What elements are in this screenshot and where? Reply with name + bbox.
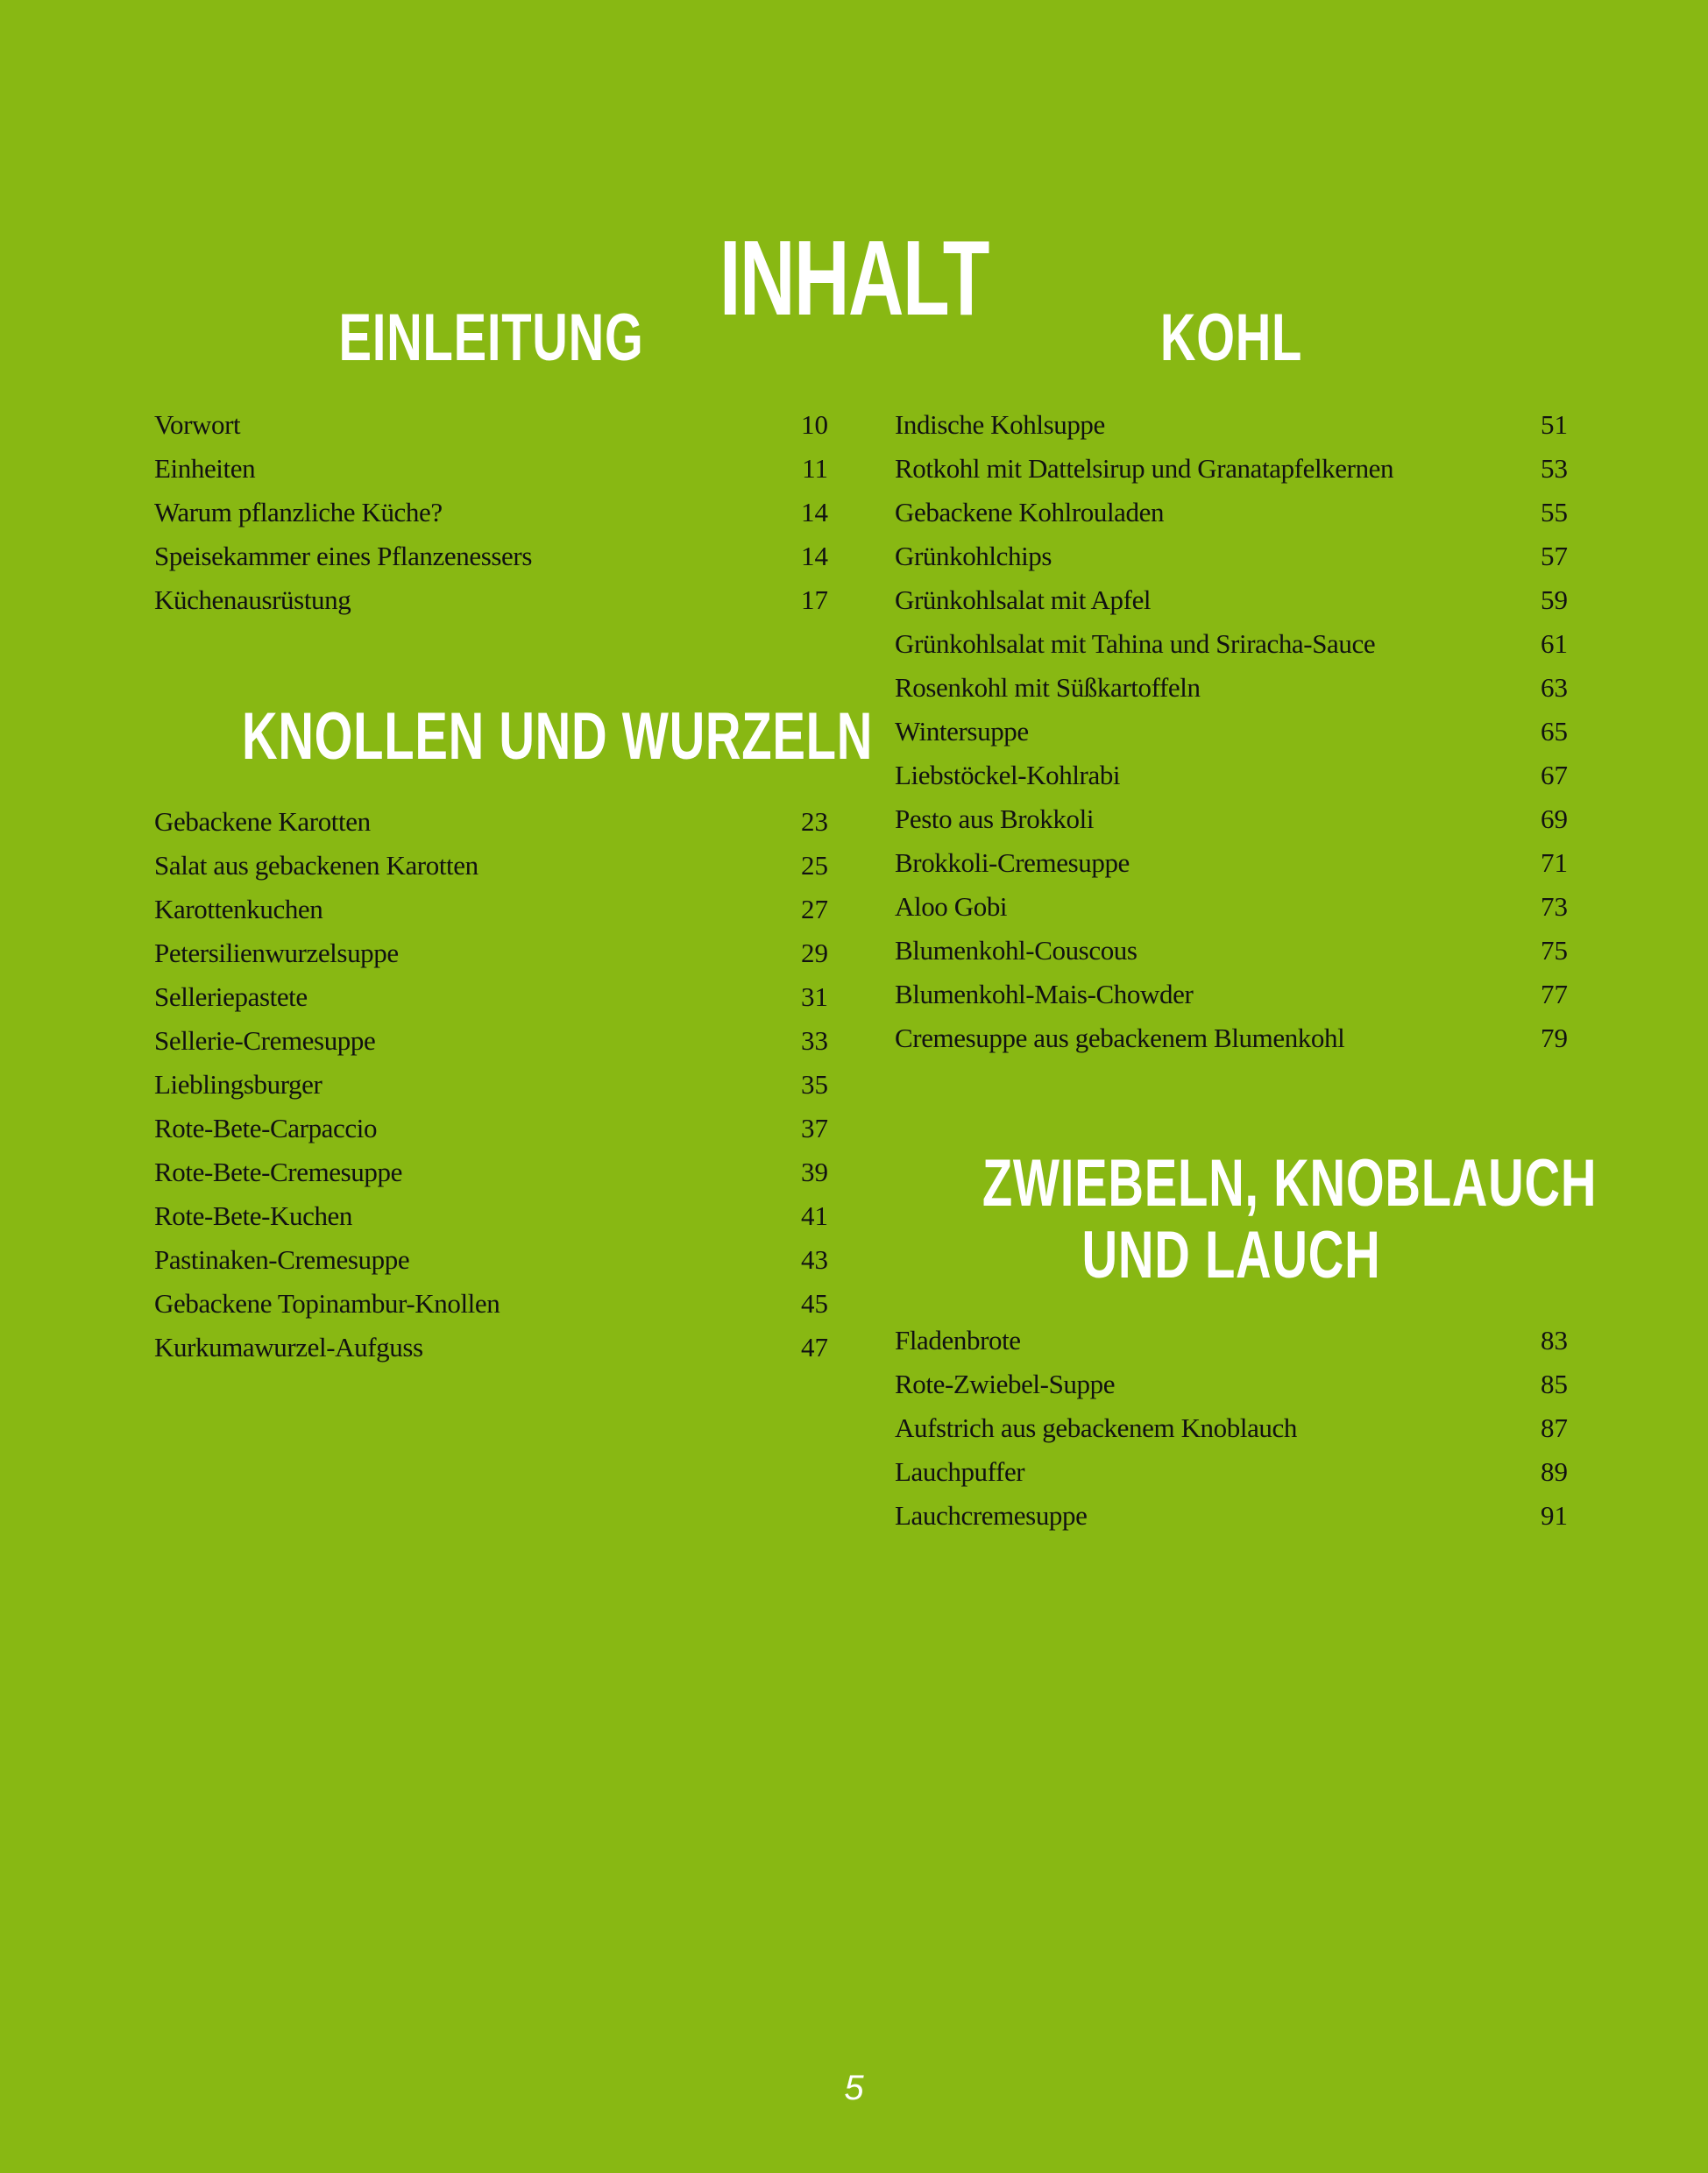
toc-entry[interactable] xyxy=(895,534,1568,578)
toc-entry[interactable] xyxy=(154,888,828,931)
toc-entry[interactable] xyxy=(154,800,828,844)
toc-entry[interactable] xyxy=(895,578,1568,622)
toc-entry[interactable] xyxy=(895,622,1568,666)
entry-title: Lauchpuffer xyxy=(895,1456,1025,1487)
toc-entry[interactable] xyxy=(895,491,1568,534)
toc-entry[interactable] xyxy=(895,1319,1568,1363)
entry-title: Gebackene Topinambur-Knollen xyxy=(154,1288,500,1319)
entry-page-number: 14 xyxy=(801,541,828,571)
toc-list xyxy=(154,800,828,1370)
entry-page-number: 35 xyxy=(801,1069,828,1100)
entry-page-number: 23 xyxy=(801,806,828,837)
entry-page-number: 67 xyxy=(1541,760,1568,790)
toc-list xyxy=(154,403,828,622)
entry-title: Speisekammer eines Pflanzenessers xyxy=(154,541,532,571)
entry-title: Pastinaken-Cremesuppe xyxy=(154,1244,410,1275)
toc-entry[interactable] xyxy=(154,1063,828,1107)
section-knollen-und-wurzeln xyxy=(154,699,874,1370)
entry-page-number: 53 xyxy=(1541,453,1568,484)
entry-page-number: 77 xyxy=(1541,979,1568,1009)
toc-entry[interactable] xyxy=(895,1406,1568,1450)
section-heading: KNOLLEN UND WURZELN xyxy=(241,699,874,774)
entry-title: Rote-Bete-Carpaccio xyxy=(154,1113,378,1143)
section-heading xyxy=(982,1146,1598,1292)
toc-list xyxy=(895,1319,1568,1538)
entry-title: Blumenkohl-Mais-Chowder xyxy=(895,979,1194,1009)
entry-page-number: 43 xyxy=(801,1244,828,1275)
page-title: INHALT xyxy=(719,217,989,337)
section-heading: KOHL xyxy=(1159,301,1303,375)
entry-title: Blumenkohl-Couscous xyxy=(895,935,1137,966)
section-heading: EINLEITUNG xyxy=(338,301,644,375)
entry-title: Grünkohlsalat mit Tahina und Sriracha-Sauce xyxy=(895,628,1376,659)
page-number: 5 xyxy=(844,2069,864,2107)
toc-entry[interactable] xyxy=(154,844,828,888)
entry-page-number: 79 xyxy=(1541,1023,1568,1053)
toc-entry[interactable] xyxy=(895,885,1568,929)
entry-title: Aufstrich aus gebackenem Knoblauch xyxy=(895,1412,1297,1443)
entry-page-number: 91 xyxy=(1541,1500,1568,1531)
entry-page-number: 41 xyxy=(801,1200,828,1231)
toc-entry[interactable] xyxy=(895,1450,1568,1494)
entry-page-number: 17 xyxy=(801,584,828,615)
toc-entry[interactable] xyxy=(895,1016,1568,1060)
entry-title: Küchenausrüstung xyxy=(154,584,351,615)
section-einleitung xyxy=(154,302,828,622)
entry-title: Rotkohl mit Dattelsirup und Granatapfelkernen xyxy=(895,453,1394,484)
toc-entry[interactable] xyxy=(154,403,828,447)
entry-title: Grünkohlchips xyxy=(895,541,1052,571)
toc-entry[interactable] xyxy=(154,1019,828,1063)
entry-title: Rote-Zwiebel-Suppe xyxy=(895,1369,1116,1399)
entry-page-number: 37 xyxy=(801,1113,828,1143)
entry-title: Rote-Bete-Cremesuppe xyxy=(154,1157,402,1187)
section-heading-line-1: ZWIEBELN, KNOBLAUCH xyxy=(982,1146,1598,1221)
entry-page-number: 51 xyxy=(1541,409,1568,440)
toc-entry[interactable] xyxy=(154,534,828,578)
section-kohl xyxy=(895,302,1568,1060)
entry-page-number: 83 xyxy=(1541,1325,1568,1355)
entry-title: Liebstöckel-Kohlrabi xyxy=(895,760,1121,790)
section-zwiebeln-knoblauch-und-lauch xyxy=(895,1146,1598,1538)
toc-entry[interactable] xyxy=(154,1150,828,1194)
entry-title: Aloo Gobi xyxy=(895,891,1008,922)
entry-title: Sellerie-Cremesuppe xyxy=(154,1025,376,1056)
entry-title: Selleriepastete xyxy=(154,981,308,1012)
entry-page-number: 45 xyxy=(801,1288,828,1319)
entry-page-number: 25 xyxy=(801,850,828,881)
entry-page-number: 61 xyxy=(1541,628,1568,659)
entry-page-number: 59 xyxy=(1541,584,1568,615)
toc-entry[interactable] xyxy=(154,491,828,534)
entry-title: Rote-Bete-Kuchen xyxy=(154,1200,353,1231)
entry-title: Warum pflanzliche Küche? xyxy=(154,497,443,527)
toc-entry[interactable] xyxy=(895,797,1568,841)
entry-title: Indische Kohlsuppe xyxy=(895,409,1105,440)
entry-title: Gebackene Kohlrouladen xyxy=(895,497,1165,527)
toc-entry[interactable] xyxy=(895,929,1568,973)
entry-page-number: 11 xyxy=(802,453,828,484)
entry-page-number: 10 xyxy=(801,409,828,440)
entry-page-number: 89 xyxy=(1541,1456,1568,1487)
entry-page-number: 65 xyxy=(1541,716,1568,747)
toc-entry[interactable] xyxy=(895,1363,1568,1406)
section-heading-line-2: UND LAUCH xyxy=(1081,1218,1381,1292)
entry-title: Grünkohlsalat mit Apfel xyxy=(895,584,1152,615)
entry-title: Kurkumawurzel-Aufguss xyxy=(154,1332,423,1363)
toc-list xyxy=(895,403,1568,1060)
entry-title: Lauchcremesuppe xyxy=(895,1500,1088,1531)
toc-entry[interactable] xyxy=(895,841,1568,885)
entry-title: Petersilienwurzelsuppe xyxy=(154,938,399,968)
toc-entry[interactable] xyxy=(154,1107,828,1150)
entry-title: Vorwort xyxy=(154,409,241,440)
toc-entry[interactable] xyxy=(154,1238,828,1282)
toc-entry[interactable] xyxy=(895,1494,1568,1538)
entry-title: Pesto aus Brokkoli xyxy=(895,803,1095,834)
entry-title: Wintersuppe xyxy=(895,716,1029,747)
toc-entry[interactable] xyxy=(895,710,1568,754)
toc-entry[interactable] xyxy=(895,973,1568,1016)
entry-page-number: 27 xyxy=(801,894,828,924)
entry-page-number: 39 xyxy=(801,1157,828,1187)
toc-entry[interactable] xyxy=(154,578,828,622)
entry-page-number: 63 xyxy=(1541,672,1568,703)
toc-entry[interactable] xyxy=(154,931,828,975)
toc-entry[interactable] xyxy=(154,1326,828,1370)
entry-page-number: 33 xyxy=(801,1025,828,1056)
toc-entry[interactable] xyxy=(154,1194,828,1238)
entry-page-number: 57 xyxy=(1541,541,1568,571)
entry-title: Cremesuppe aus gebackenem Blumenkohl xyxy=(895,1023,1345,1053)
entry-title: Einheiten xyxy=(154,453,256,484)
entry-title: Gebackene Karotten xyxy=(154,806,371,837)
toc-entry[interactable] xyxy=(895,403,1568,447)
entry-page-number: 85 xyxy=(1541,1369,1568,1399)
entry-page-number: 31 xyxy=(801,981,828,1012)
entry-page-number: 14 xyxy=(801,497,828,527)
entry-title: Brokkoli-Cremesuppe xyxy=(895,847,1130,878)
entry-page-number: 71 xyxy=(1541,847,1568,878)
toc-entry[interactable] xyxy=(895,666,1568,710)
entry-page-number: 29 xyxy=(801,938,828,968)
entry-title: Lieblingsburger xyxy=(154,1069,322,1100)
toc-entry[interactable] xyxy=(154,447,828,491)
entry-page-number: 69 xyxy=(1541,803,1568,834)
entry-title: Rosenkohl mit Süßkartoffeln xyxy=(895,672,1201,703)
entry-title: Fladenbrote xyxy=(895,1325,1021,1355)
entry-page-number: 47 xyxy=(801,1332,828,1363)
toc-entry[interactable] xyxy=(895,447,1568,491)
entry-title: Karottenkuchen xyxy=(154,894,323,924)
entry-title: Salat aus gebackenen Karotten xyxy=(154,850,478,881)
toc-entry[interactable] xyxy=(154,975,828,1019)
toc-entry[interactable] xyxy=(895,754,1568,797)
toc-entry[interactable] xyxy=(154,1282,828,1326)
entry-page-number: 73 xyxy=(1541,891,1568,922)
entry-page-number: 55 xyxy=(1541,497,1568,527)
entry-page-number: 87 xyxy=(1541,1412,1568,1443)
entry-page-number: 75 xyxy=(1541,935,1568,966)
